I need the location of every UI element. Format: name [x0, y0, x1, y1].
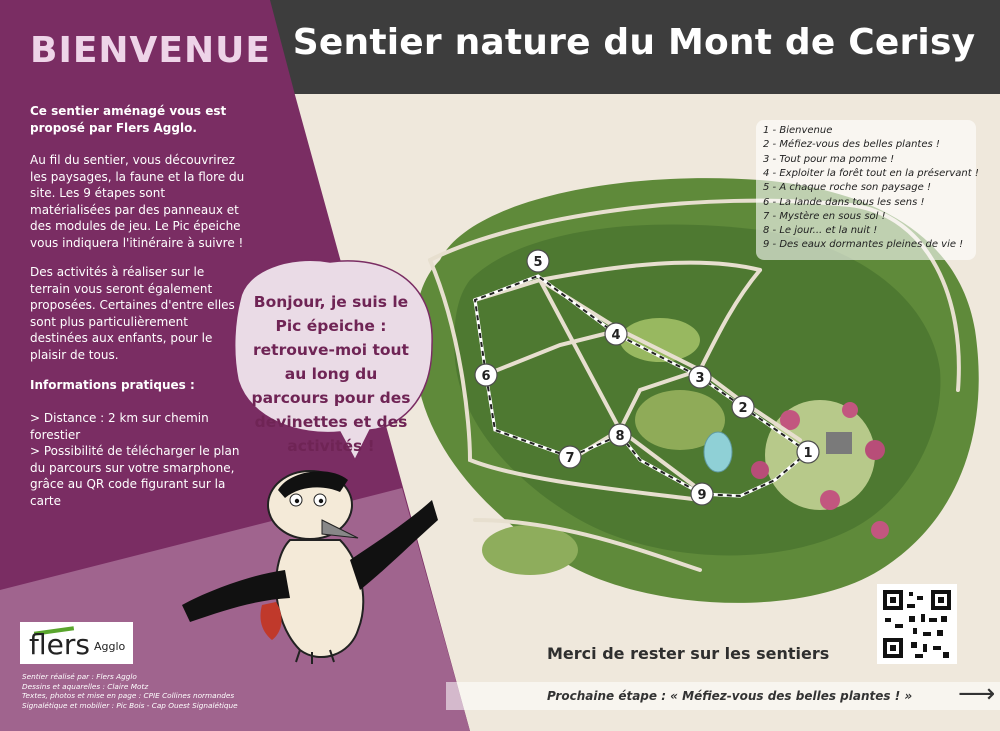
- info-qr: > Possibilité de télécharger le plan du parcours sur votre smarphone, grâce au QR code figurant sur la carte: [30, 444, 240, 508]
- marker-label: 1: [803, 446, 813, 461]
- marker-label: 5: [533, 255, 543, 270]
- legend-item: 3 - Tout pour ma pomme !: [763, 153, 895, 165]
- qr-code[interactable]: [877, 584, 957, 664]
- credit-line: Sentier réalisé par : Flers Agglo: [22, 672, 137, 681]
- legend-item: 5 - A chaque roche son paysage !: [763, 182, 931, 194]
- legend-item: 7 - Mystère en sous sol !: [763, 210, 886, 222]
- credit-line: Textes, photos et mise en page : CPIE Collines normandes: [22, 691, 235, 700]
- legend-item: 4 - Exploiter la forêt tout en la préservant !: [763, 167, 979, 179]
- arrow-right-icon: ⟶: [958, 679, 996, 709]
- info-distance: > Distance : 2 km sur chemin forestier: [30, 411, 209, 442]
- credit-line: Signalétique et mobilier : Pic Bois - Cap Ouest Signalétique: [22, 700, 238, 710]
- stay-on-path-notice: Merci de rester sur les sentiers: [547, 644, 830, 663]
- logo-flers-text: flers: [29, 628, 90, 661]
- next-stage-text: Prochaine étape : « Méfiez-vous des belles plantes ! »: [547, 689, 913, 703]
- legend-item: 2 - Méfiez-vous des belles plantes !: [763, 139, 940, 151]
- paragraph-activities: Des activités à réaliser sur le terrain vous seront également proposées. Certaines d'entre elles sont plus particulièrement destinées aux enfants, pour le plaisir de tous.: [30, 265, 235, 362]
- marker-label: 6: [481, 369, 491, 384]
- logo-agglo-text: Agglo: [94, 640, 126, 653]
- intro-text: Ce sentier aménagé vous est proposé par Flers Agglo.: [30, 104, 227, 135]
- marker-label: 9: [697, 488, 707, 503]
- legend-item: 6 - La lande dans tous les sens !: [763, 196, 925, 208]
- marker-label: 4: [611, 328, 621, 343]
- marker-label: 2: [738, 401, 748, 416]
- legend-item: 8 - Le jour... et la nuit !: [763, 225, 878, 237]
- page-title: Sentier nature du Mont de Cerisy: [292, 22, 976, 63]
- legend-item: 1 - Bienvenue: [763, 125, 833, 136]
- credit-line: Dessins et aquarelles : Claire Motz: [22, 681, 149, 691]
- info-heading: Informations pratiques :: [30, 378, 195, 392]
- welcome-heading: BIENVENUE: [30, 30, 271, 71]
- legend-item: 9 - Des eaux dormantes pleines de vie !: [763, 239, 964, 251]
- marker-label: 3: [695, 371, 705, 386]
- bubble-text: Bonjour, je suis le Pic épeiche : retrouve-moi tout au long du parcours pour des devinettes et des activités !: [251, 293, 411, 455]
- marker-label: 8: [615, 429, 625, 444]
- paragraph-discovery: Au fil du sentier, vous découvrirez les paysages, la faune et la flore du site. Les 9 étapes sont matérialisées par des panneaux et des modules de jeu. Le Pic épeiche vous indiquera l'itinéraire à suivre !: [30, 153, 245, 250]
- marker-label: 7: [565, 451, 575, 466]
